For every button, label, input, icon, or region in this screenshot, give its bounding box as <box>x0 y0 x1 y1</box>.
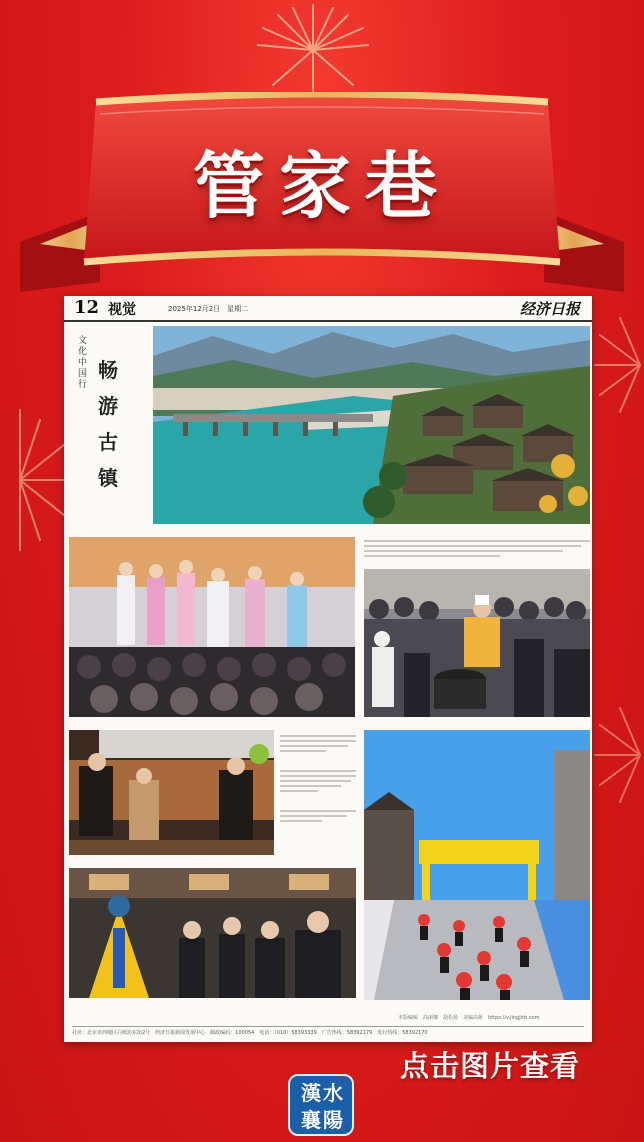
face-changing-opera-photo <box>69 868 356 998</box>
section-name: 视觉 <box>108 302 136 318</box>
photo-caption-block <box>364 537 590 565</box>
logo-line-1: 漢水 <box>301 1081 345 1105</box>
newspaper-footer: 社址：北京市西城区白纸坊东街2号 经济日报新闻发展中心 邮政编码：100054 电话：（010）58393339 广告热线：58392179 发行热线：58392170 <box>72 1026 584 1036</box>
photo-caption-block <box>280 732 356 858</box>
page-title: 管家巷 <box>192 143 451 228</box>
column-label: 文化中国行 <box>78 336 88 390</box>
firework-decoration <box>590 310 644 420</box>
ancient-town-aerial-photo <box>153 326 590 524</box>
page-number: 12 <box>74 297 100 318</box>
issue-date: 2025年12月2日 星期二 <box>168 305 249 313</box>
opera-performance-photo <box>69 537 355 717</box>
hanshui-xiangyang-logo <box>288 1074 354 1136</box>
firework-decoration <box>590 700 644 810</box>
article-headline: 畅游古镇 <box>98 358 118 490</box>
newspaper-masthead <box>64 296 592 322</box>
view-image-link[interactable]: 点击图片查看 <box>400 1049 581 1083</box>
editor-credit: 本版编辑 高丽娜 胡松扬 美编高妍 https://v.jingjirb.com <box>398 1015 540 1021</box>
cycling-race-photo <box>364 730 590 1000</box>
newspaper-name: 经济日报 <box>519 300 580 318</box>
newspaper-page-image[interactable] <box>64 296 592 1042</box>
logo-line-2: 襄陽 <box>301 1108 345 1132</box>
street-food-crowd-photo <box>364 569 590 717</box>
night-market-tea-photo <box>69 730 274 855</box>
